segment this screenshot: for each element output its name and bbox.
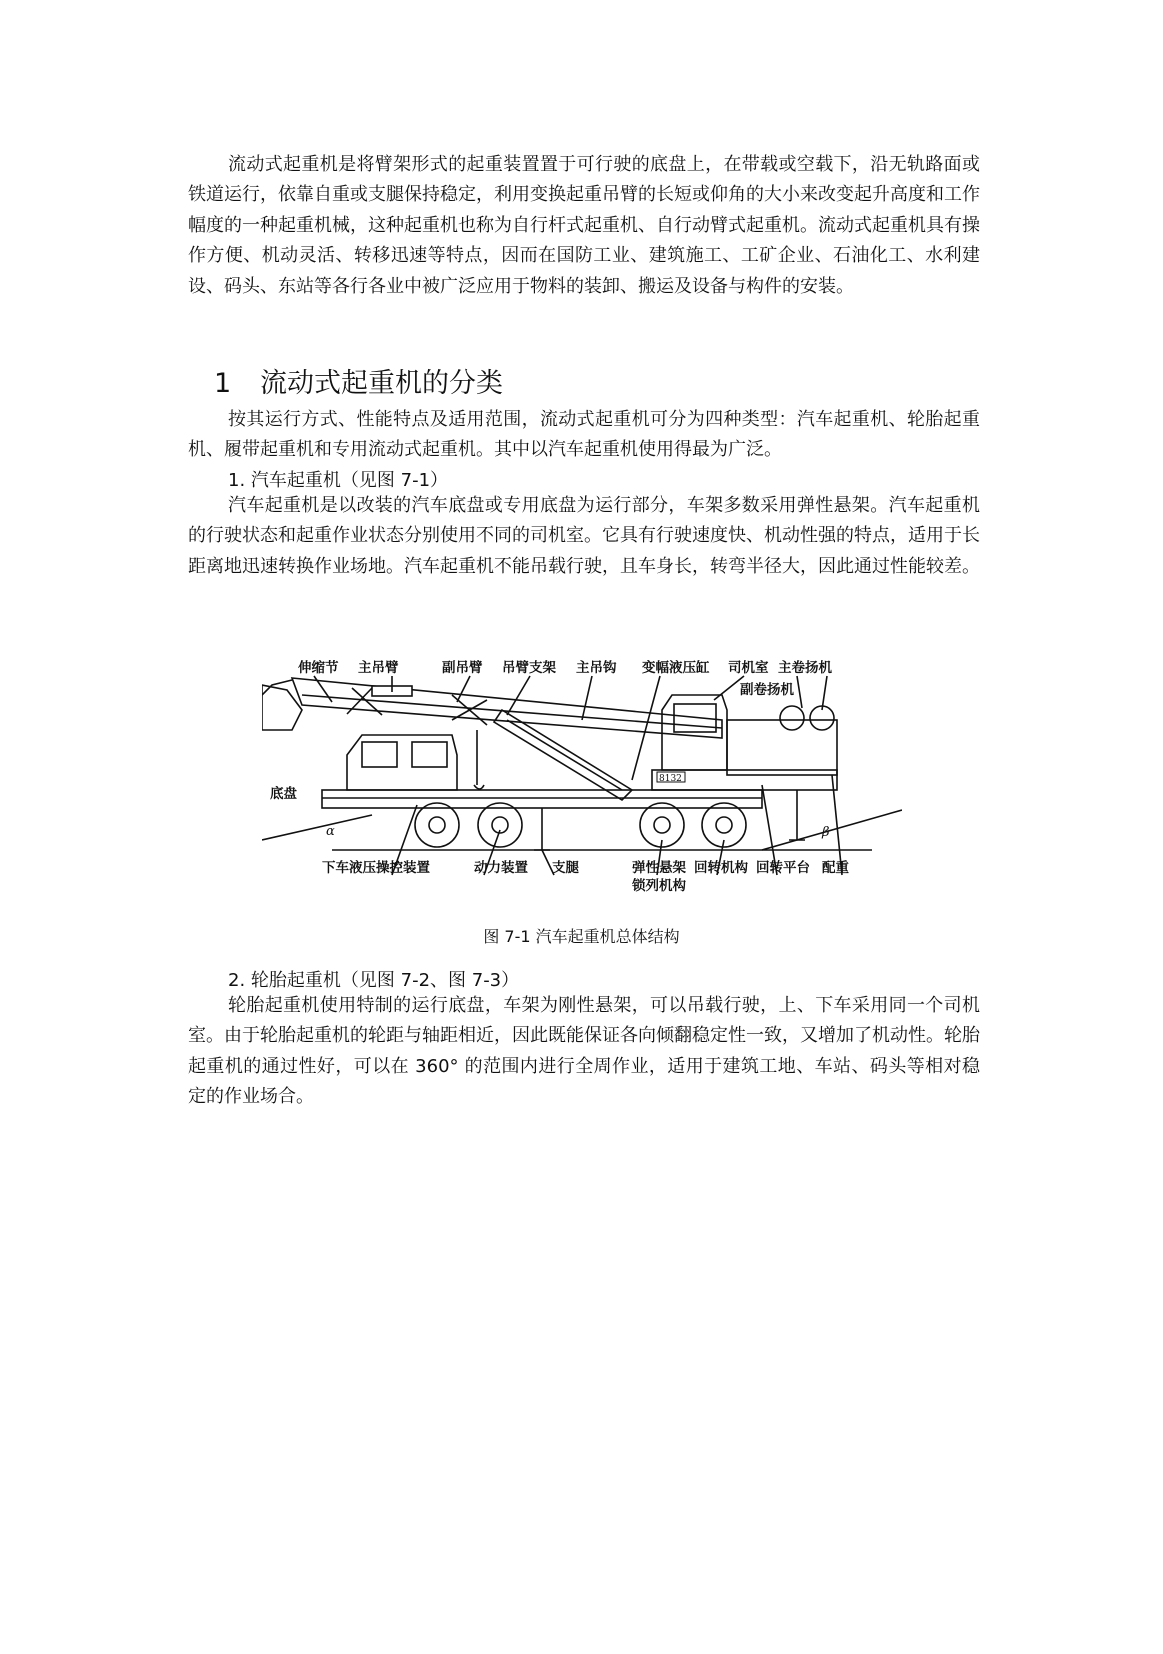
label-telescopic-section: 伸缩节: [298, 660, 339, 676]
item1-paragraph: 汽车起重机是以改装的汽车底盘或专用底盘为运行部分，车架多数采用弹性悬架。汽车起重机的行驶状态和起重作业状态分别使用不同的司机室。它具有行驶速度快、机动性强的特点，适用于长距离地迅速转换作业场地。汽车起重机不能吊载行驶，且车身长，转弯半径大，因此通过性能较差。: [188, 495, 980, 577]
section-number: 1: [214, 368, 232, 399]
figure-caption: 图 7-1 汽车起重机总体结构: [483, 927, 680, 946]
section-heading: [214, 361, 503, 400]
label-alpha: α: [326, 824, 335, 839]
label-main-hook: 主吊钩: [576, 660, 617, 676]
label-chassis: 底盘: [270, 786, 297, 802]
truck-crane-diagram: [262, 660, 902, 900]
label-main-boom: 主吊臂: [358, 660, 399, 676]
plate-text: 8132: [659, 774, 682, 784]
label-power-unit: 动力装置: [474, 860, 528, 876]
classification-paragraph: 按其运行方式、性能特点及适用范围，流动式起重机可分为四种类型：汽车起重机、轮胎起重机、履带起重机和专用流动式起重机。其中以汽车起重机使用得最为广泛。: [188, 409, 980, 461]
label-beta: β: [822, 825, 830, 840]
label-elastic-suspension: 弹性悬架: [632, 860, 686, 876]
intro-paragraph: 流动式起重机是将臂架形式的起重装置置于可行驶的底盘上，在带载或空载下，沿无轨路面或铁道运行，依靠自重或支腿保持稳定，利用变换起重吊臂的长短或仰角的大小来改变起升高度和工作幅度的一种起重机械，这种起重机也称为自行杆式起重机、自行动臂式起重机。流动式起重机具有操作方便、机动灵活、转移迅速等特点，因而在国防工业、建筑施工、工矿企业、石油化工、水利建设、码头、东站等各行各业中被广泛应用于物料的装卸、搬运及设备与构件的安装。: [188, 154, 980, 297]
label-auxiliary-boom: 副吊臂: [442, 660, 483, 676]
label-counterweight: 配重: [822, 860, 849, 876]
item2-heading: 2. 轮胎起重机（见图 7-2、图 7-3）: [228, 970, 520, 991]
label-aux-winch: 副卷扬机: [740, 682, 794, 698]
label-main-winch: 主卷扬机: [778, 660, 832, 676]
label-outrigger: 支腿: [552, 860, 579, 876]
item2-paragraph: 轮胎起重机使用特制的运行底盘，车架为刚性悬架，可以吊载行驶，上、下车采用同一个司机室。由于轮胎起重机的轮距与轴距相近，因此既能保证各向倾翻稳定性一致，又增加了机动性。轮胎起重机的通过性好，可以在 360° 的范围内进行全周作业，适用于建筑工地、车站、码头等相对稳定的作业场合。: [188, 995, 980, 1108]
label-cab: 司机室: [728, 660, 769, 676]
section-title: 流动式起重机的分类: [260, 368, 503, 399]
label-slewing-mechanism: 回转机构: [694, 860, 748, 876]
label-hydraulic-control: 下车液压操控装置: [322, 860, 430, 876]
item1-heading: 1. 汽车起重机（见图 7-1）: [228, 470, 449, 491]
label-lock-mechanism: 锁列机构: [632, 878, 686, 894]
label-luffing-cylinder: 变幅液压缸: [642, 660, 710, 676]
label-slewing-platform: 回转平台: [756, 860, 810, 876]
label-boom-bracket: 吊臂支架: [502, 660, 556, 676]
